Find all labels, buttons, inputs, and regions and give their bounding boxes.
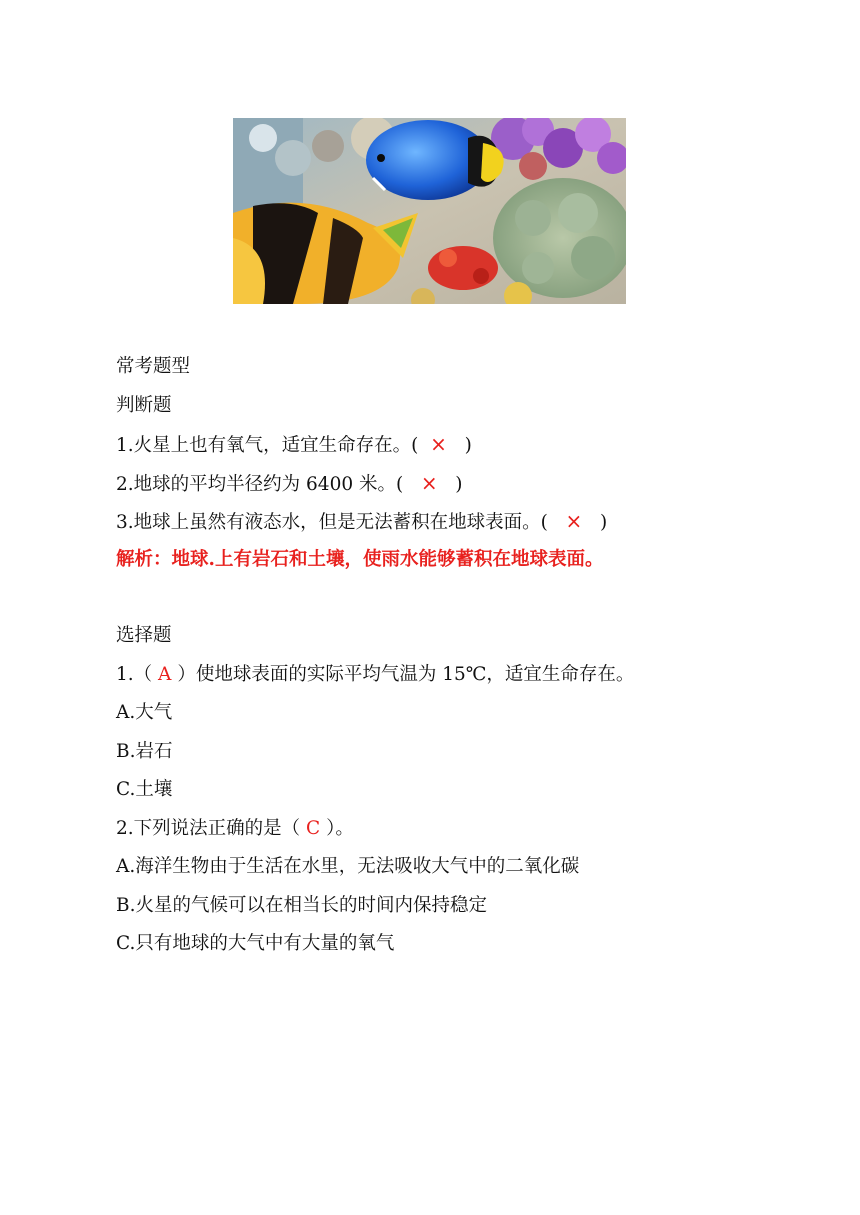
explanation-text: 解析：地球.上有岩石和土壤，使雨水能够蓄积在地球表面。 [116,548,604,570]
option-c: C.只有地球的大气中有大量的氧气 [116,933,395,954]
choice-answer: C [306,817,321,839]
option-c: C.土壤 [116,779,173,800]
cross-mark-answer: × [565,509,583,533]
section-heading: 常考题型 [116,356,191,377]
choice-question-2 [116,814,756,853]
judge-question-2 [116,468,756,507]
question-text: 3.地球上虽然有液态水，但是无法蓄积在地球表面。( [116,512,548,533]
worksheet-content [116,352,756,968]
option-b: B.岩石 [116,740,173,762]
fish-illustration [233,118,626,304]
cross-mark-answer: × [430,432,447,456]
option-a: A.大气 [116,702,173,723]
question-suffix: ）。 [326,817,354,839]
question-prefix: 1.（ [116,663,153,685]
close-paren: ) [464,435,472,456]
question-suffix: ）使地球表面的实际平均气温为 15℃，适宜生命存在。 [177,663,635,685]
close-paren: ) [455,473,463,495]
question-prefix: 2.下列说法正确的是（ [116,817,301,839]
choice-title: 选择题 [116,625,172,646]
question-text: 2.地球的平均半径约为 6400 米。( [116,473,404,495]
judge-question-3 [116,506,756,545]
option-b: B.火星的气候可以在相当长的时间内保持稳定 [116,894,487,916]
close-paren: ) [599,512,608,533]
judge-question-1 [116,429,756,468]
question-text: 1.火星上也有氧气，适宜生命存在。( [116,435,419,456]
judge-title: 判断题 [116,394,172,416]
option-a: A.海洋生物由于生活在水里，无法吸收大气中的二氧化碳 [116,856,580,877]
choice-question-1 [116,660,756,699]
cross-mark-answer: × [420,470,438,495]
coral-reef-fish-image [233,118,626,304]
choice-answer: A [158,663,172,685]
